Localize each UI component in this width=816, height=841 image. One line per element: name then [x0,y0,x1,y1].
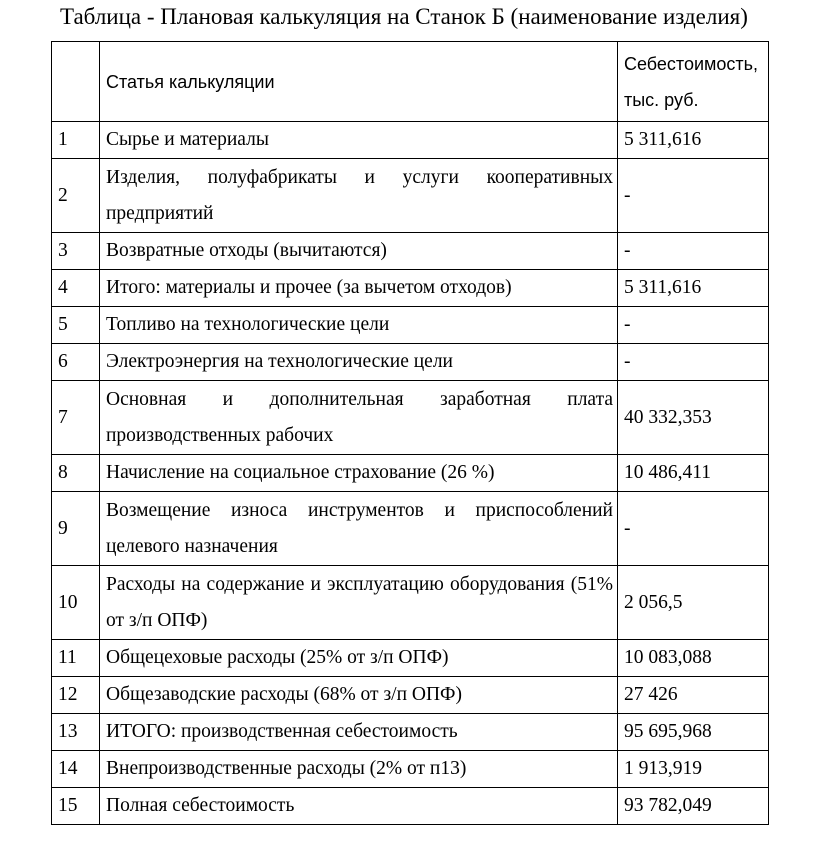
header-item: Статья калькуляции [100,42,618,122]
table-title: Таблица - Плановая калькуляция на Станок Б (наименование изделия) [60,4,748,29]
row-item: Начисление на социальное страхование (26 %) [100,455,618,492]
row-cost: 93 782,049 [618,788,769,825]
header-cost: Себестоимость, тыс. руб. [618,42,769,122]
row-item: Основная и дополнительная заработная плата производственных рабочих [100,381,618,455]
row-item: Общезаводские расходы (68% от з/п ОПФ) [100,677,618,714]
row-num: 5 [52,307,100,344]
row-cost: 5 311,616 [618,270,769,307]
table-header-row [52,42,769,122]
row-item: Сырье и материалы [100,122,618,159]
row-item: Полная себестоимость [100,788,618,825]
table-row [52,233,769,270]
row-num: 4 [52,270,100,307]
row-num: 11 [52,640,100,677]
row-cost: - [618,307,769,344]
row-num: 1 [52,122,100,159]
row-item: Возвратные отходы (вычитаются) [100,233,618,270]
row-cost: 95 695,968 [618,714,769,751]
row-cost: 1 913,919 [618,751,769,788]
row-item: Электроэнергия на технологические цели [100,344,618,381]
row-item: Расходы на содержание и эксплуатацию оборудования (51% от з/п ОПФ) [100,566,618,640]
row-cost: 2 056,5 [618,566,769,640]
table-row [52,566,769,640]
row-cost: - [618,344,769,381]
table-row [52,159,769,233]
table-row [52,640,769,677]
row-item: Изделия, полуфабрикаты и услуги кооперативных предприятий [100,159,618,233]
table-row [52,677,769,714]
row-cost: - [618,233,769,270]
table-row [52,751,769,788]
table-row [52,492,769,566]
row-num: 14 [52,751,100,788]
row-num: 2 [52,159,100,233]
row-item: ИТОГО: производственная себестоимость [100,714,618,751]
table-row [52,307,769,344]
row-item: Топливо на технологические цели [100,307,618,344]
row-item: Внепроизводственные расходы (2% от п13) [100,751,618,788]
table-row [52,122,769,159]
row-cost: - [618,492,769,566]
row-num: 10 [52,566,100,640]
table-row [52,344,769,381]
row-cost: 10 486,411 [618,455,769,492]
row-num: 8 [52,455,100,492]
row-item: Общецеховые расходы (25% от з/п ОПФ) [100,640,618,677]
header-num [52,42,100,122]
row-num: 15 [52,788,100,825]
row-item: Итого: материалы и прочее (за вычетом отходов) [100,270,618,307]
table-row [52,714,769,751]
table-row [52,788,769,825]
row-cost: - [618,159,769,233]
row-item: Возмещение износа инструментов и приспособлений целевого назначения [100,492,618,566]
table-row [52,381,769,455]
row-num: 7 [52,381,100,455]
row-num: 12 [52,677,100,714]
calculation-table [51,41,769,825]
row-num: 9 [52,492,100,566]
row-num: 13 [52,714,100,751]
table-row [52,455,769,492]
row-num: 3 [52,233,100,270]
row-cost: 5 311,616 [618,122,769,159]
row-num: 6 [52,344,100,381]
row-cost: 40 332,353 [618,381,769,455]
table-row [52,270,769,307]
row-cost: 27 426 [618,677,769,714]
row-cost: 10 083,088 [618,640,769,677]
